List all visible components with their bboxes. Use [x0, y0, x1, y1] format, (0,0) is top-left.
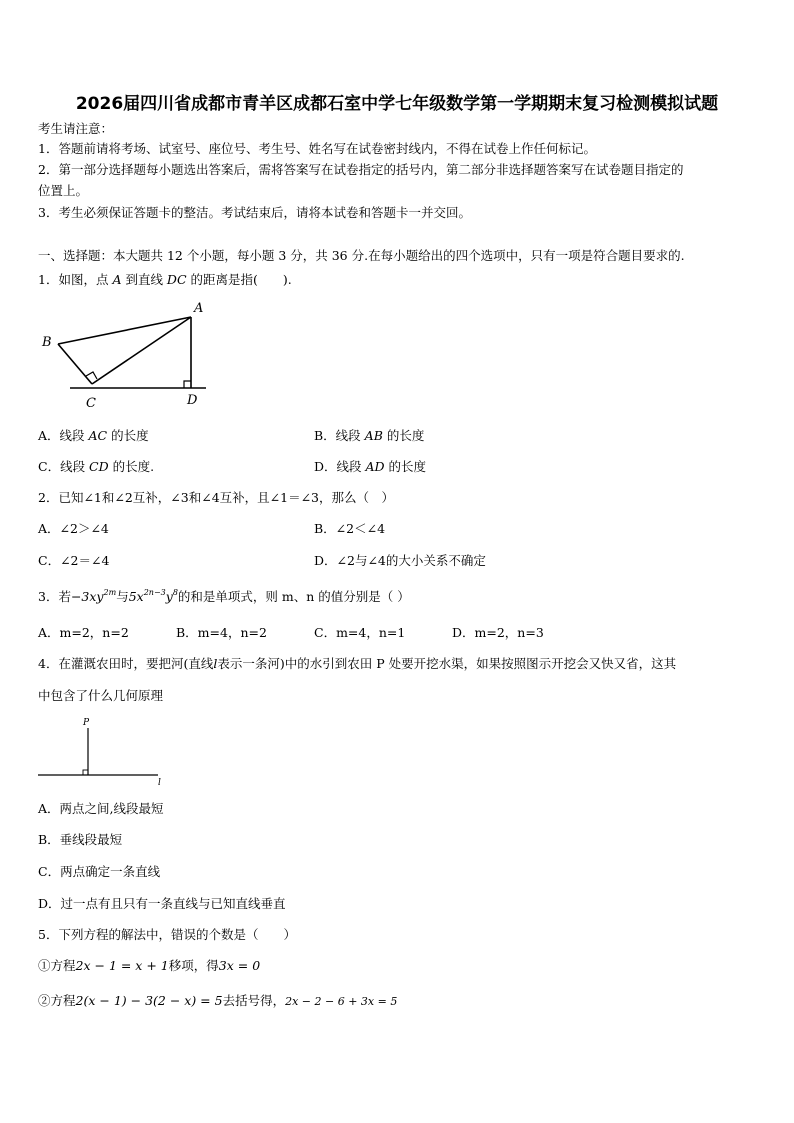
q3-term1: −3xy [70, 589, 104, 604]
q1-option-a[interactable] [38, 428, 149, 444]
q1-prefix: 1．如图，点 [38, 272, 113, 287]
q3-term2-exponent: 2n−3 [143, 588, 166, 597]
q5-item1-result: 3x = 0 [218, 958, 261, 973]
q4-line1-var: l [213, 656, 218, 671]
q1-option-c[interactable] [38, 459, 154, 475]
q1-option-d-var: AD [365, 459, 385, 474]
figure-label-a: A [194, 301, 204, 316]
q2-option-a[interactable]: A．∠2＞∠4 [38, 521, 109, 536]
q2-option-c[interactable]: C．∠2＝∠4 [38, 553, 110, 568]
q5-item2-pre: ②方程 [38, 993, 76, 1008]
q5-item1-equation: 2x − 1 = x + 1 [75, 958, 169, 973]
q4-option-a[interactable]: A．两点之间,线段最短 [38, 801, 164, 816]
question-1-figure [36, 296, 216, 414]
q1-option-a-post: 的长度 [107, 428, 149, 443]
q1-option-d-pre: D．线段 [314, 459, 366, 474]
q3-term2-y-exponent: 8 [172, 588, 178, 597]
q3-option-c[interactable]: C．m=4，n=1 [314, 625, 406, 640]
q1-option-b-post: 的长度 [382, 428, 425, 443]
q4-line1-post: 表示一条河)中的水引到农田 P 处要开挖水渠，如果按照图示开挖会又快又省，这其 [217, 656, 677, 671]
section-heading: 一、选择题：本大题共 12 个小题，每小题 3 分，共 36 分.在每小题给出的四个选项中，只有一项是符合题目要求的. [38, 248, 685, 263]
q5-item2-mid: 去括号得， [222, 993, 286, 1008]
question-3-stem [38, 589, 410, 605]
q1-line: DC [166, 272, 187, 287]
q5-item-1 [38, 958, 260, 974]
q1-option-c-post: 的长度. [108, 459, 155, 474]
q3-middle: 与 [116, 589, 129, 604]
figure-label-l: l [158, 778, 161, 788]
q1-option-d-post: 的长度 [384, 459, 427, 474]
notice-heading: 考生请注意： [38, 121, 114, 136]
q1-point: A [112, 272, 122, 287]
q5-item-2 [38, 993, 397, 1010]
figure-label-p: P [83, 718, 90, 728]
q2-option-d[interactable]: D．∠2与∠4的大小关系不确定 [314, 553, 486, 568]
q3-prefix: 3．若 [38, 589, 71, 604]
notice-item-2-cont: 位置上。 [38, 183, 89, 198]
q1-option-d[interactable] [314, 459, 426, 475]
q1-option-b-var: AB [364, 428, 383, 443]
question-1-stem [38, 272, 292, 288]
q1-option-a-pre: A．线段 [38, 428, 89, 443]
question-4-stem-line2: 中包含了什么几何原理 [38, 688, 164, 703]
question-2-stem: 2．已知∠1和∠2互补，∠3和∠4互补，且∠1＝∠3，那么（ ） [38, 490, 395, 505]
q1-middle: 到直线 [121, 272, 167, 287]
q5-item1-mid: 移项，得 [168, 958, 219, 973]
q1-option-c-var: CD [89, 459, 109, 474]
q1-option-a-var: AC [88, 428, 108, 443]
q4-option-c[interactable]: C．两点确定一条直线 [38, 864, 161, 879]
question-4-figure [36, 712, 171, 788]
q3-option-a[interactable]: A．m=2，n=2 [38, 625, 129, 640]
q2-option-b[interactable]: B．∠2＜∠4 [314, 521, 386, 536]
q1-option-c-pre: C．线段 [38, 459, 90, 474]
q5-item1-pre: ①方程 [38, 958, 76, 973]
notice-item-3: 3．考生必须保证答题卡的整洁。考试结束后，请将本试卷和答题卡一并交回。 [38, 205, 471, 220]
q4-line1-pre: 4．在灌溉农田时，要把河(直线 [38, 656, 214, 671]
q5-item2-equation: 2(x − 1) − 3(2 − x) = 5 [75, 993, 223, 1008]
figure-label-b: B [42, 335, 52, 350]
page-title: 2026届四川省成都市青羊区成都石室中学七年级数学第一学期期末复习检测模拟试题 [75, 94, 719, 114]
question-4-stem-line1 [38, 656, 676, 672]
q3-option-d[interactable]: D．m=2，n=3 [452, 625, 544, 640]
q4-option-b[interactable]: B．垂线段最短 [38, 832, 123, 847]
notice-item-2: 2．第一部分选择题每小题选出答案后，需将答案写在试卷指定的括号内，第二部分非选择题答案写在试卷题目指定的 [38, 162, 684, 177]
q3-suffix: 的和是单项式，则 m、n 的值分别是（ ） [177, 589, 410, 604]
q1-option-b[interactable] [314, 428, 424, 444]
q3-term1-exponent: 2m [103, 588, 117, 597]
q3-term2: 5x [128, 589, 144, 604]
q3-option-b[interactable]: B．m=4，n=2 [176, 625, 267, 640]
notice-item-1: 1．答题前请将考场、试室号、座位号、考生号、姓名写在试卷密封线内，不得在试卷上作任何标记。 [38, 141, 596, 156]
figure-label-d: D [187, 393, 198, 408]
figure-label-c: C [86, 396, 96, 411]
q1-suffix: 的距离是指( ). [186, 272, 292, 287]
q3-term2-y: y [165, 589, 173, 604]
q5-item2-result: 2x − 2 − 6 + 3x = 5 [285, 995, 398, 1008]
q4-option-d[interactable]: D．过一点有且只有一条直线与已知直线垂直 [38, 896, 286, 911]
q1-option-b-pre: B．线段 [314, 428, 365, 443]
question-5-stem: 5．下列方程的解法中，错误的个数是（ ） [38, 927, 296, 942]
